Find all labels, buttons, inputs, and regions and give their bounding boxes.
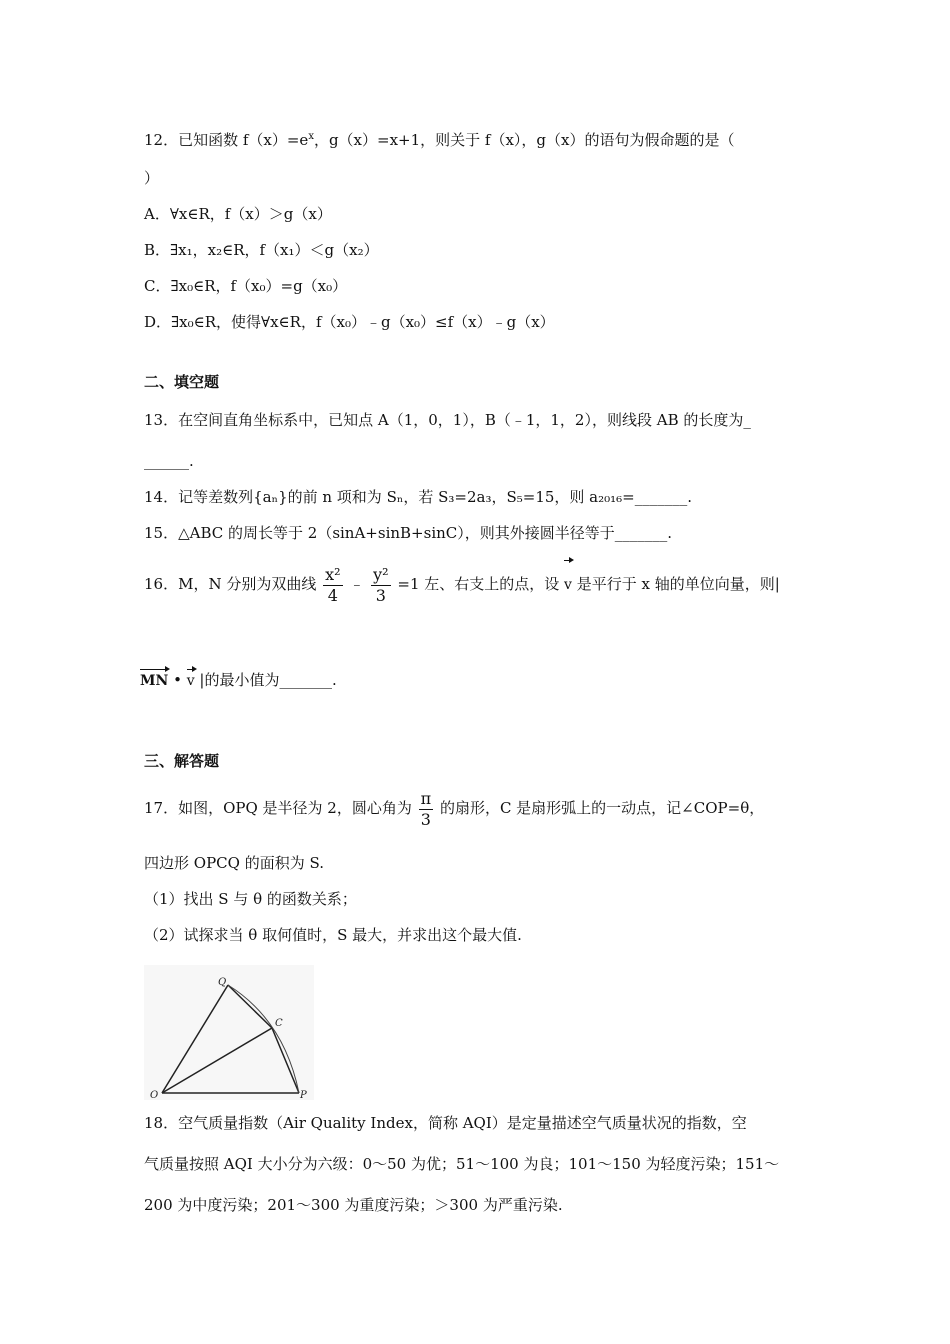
q12-option-a: A．∀x∈R，f（x）＞g（x） (144, 205, 332, 223)
q18-line3: 200 为中度污染；201～300 为重度污染；＞300 为严重污染. (144, 1196, 563, 1214)
q12-option-b: B．∃x₁，x₂∈R，f（x₁）＜g（x₂） (144, 241, 379, 259)
sector-figure (144, 965, 314, 1100)
label-o: O (150, 1090, 159, 1100)
label-c: C (275, 1018, 283, 1029)
q17-fraction-pi-3: $\frac{\pi}{3}$ (420, 788, 432, 829)
q12-option-d: D．∃x₀∈R，使得∀x∈R，f（x₀）﹣g（x₀）≤f（x）﹣g（x） (144, 313, 555, 331)
q16-fraction-y: $\frac{\text{y²}}{3}$ (373, 564, 389, 605)
q12-stem: 12．已知函数 $f(x)=e^x$，g（x）=x+1，则关于 f（x），g（x）的语句为假命题的是（ (144, 131, 735, 149)
q16-line2: MN • v |的最小值为_______. (140, 667, 337, 691)
q15-text: 15．△ABC 的周长等于 2（sinA+sinB+sinC），则其外接圆半径等于_______. (144, 524, 673, 542)
q13-text: 13．在空间直角坐标系中，已知点 A（1，0，1），B（﹣1，1，2），则线段 AB 的长度为_ (144, 411, 751, 429)
vector-mn: MN (140, 667, 168, 691)
q16-line1: 16．M，N 分别为双曲线 $\frac{\text{x²}}{4}$ ﹣ $\frac{\text{y²}}{3}$ =1 左、右支上的点，设 v 是平行于 x 轴的单位向量，则| (144, 558, 780, 608)
label-q: Q (218, 977, 227, 988)
q18-line1: 18．空气质量指数（Air Quality Index，简称 AQI）是定量描述空气质量状况的指数，空 (144, 1114, 747, 1132)
q12-option-c: C．∃x₀∈R，f（x₀）=g（x₀） (144, 277, 348, 295)
section-fill-in-title: 二、填空题 (144, 373, 220, 391)
q17-line1: 17．如图，OPQ 是半径为 2，圆心角为 $\frac{\pi}{3}$ 的扇形，C 是扇形弧上的一动点，记∠COP=θ， (144, 788, 765, 829)
q16-fraction-x: $\frac{\text{x²}}{4}$ (325, 564, 341, 605)
q13-text-cont: ______. (144, 452, 194, 470)
q14-text: 14．记等差数列{aₙ}的前 n 项和为 Sₙ，若 S₃=2a₃，S₅=15，则 a₂₀₁₆=_______. (144, 488, 693, 506)
q12-stem-end: ） (144, 169, 160, 187)
vector-v-second: v (187, 667, 195, 691)
q17-sub1: （1）找出 S 与 θ 的函数关系； (144, 890, 357, 908)
q17-sub2: （2）试探求当 θ 取何值时，S 最大，并求出这个最大值. (144, 926, 522, 944)
section-answer-title: 三、解答题 (144, 752, 220, 770)
q17-line2: 四边形 OPCQ 的面积为 S. (144, 854, 324, 872)
vector-v: v (564, 558, 572, 608)
label-p: P (300, 1090, 307, 1100)
q18-line2: 气质量按照 AQI 大小分为六级：0～50 为优；51～100 为良；101～150 为轻度污染；151～ (144, 1155, 780, 1173)
